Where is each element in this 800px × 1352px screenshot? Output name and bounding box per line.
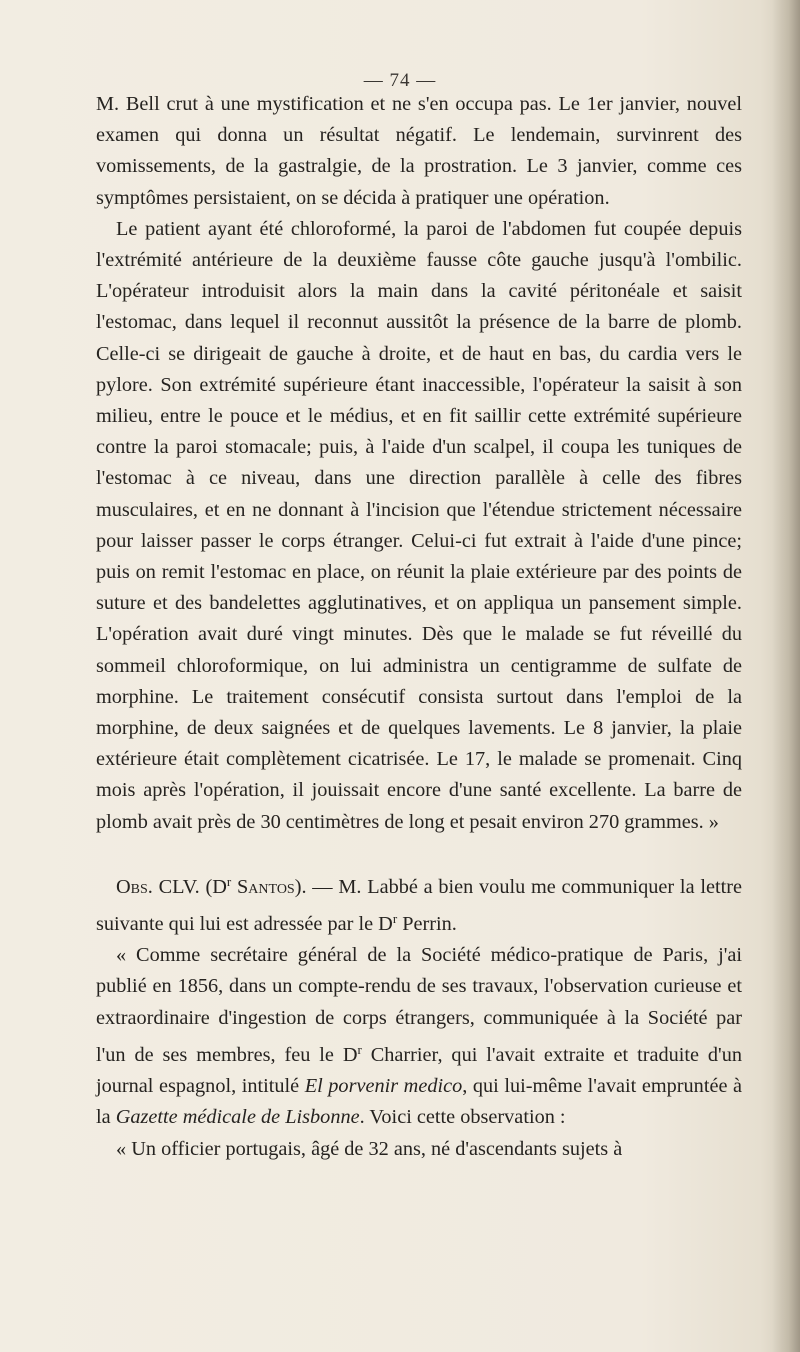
paragraph-5: « Un officier portugais, âgé de 32 ans, né d'ascendants sujets à xyxy=(116,1137,623,1160)
paragraph-1: M. Bell crut à une mystification et ne s'en occupa pas. Le 1er janvier, nouvel examen qui donna un résultat négatif. Le lendemain, survinrent des vomissements, de la gastralgie, de la prostration. Le 3 janvier, comme ces symptômes persistaient, on se décida à pratiquer une opération. xyxy=(96,93,742,209)
letter-text-d: . Voici cette observation : xyxy=(359,1106,566,1129)
letter-text-b: Charrier, qui l'avait extraite et traduite d'un journal espagnol, intitulé xyxy=(96,1043,742,1098)
obs-text: ). — M. Labbé a bien voulu me communiquer la lettre suivante qui lui est adressée par le D xyxy=(96,875,742,936)
superscript: r xyxy=(392,911,398,927)
journal-title: El porvenir medico xyxy=(304,1075,463,1098)
obs-tail: Perrin. xyxy=(397,913,457,936)
author-name: Santos xyxy=(237,875,295,898)
letter-text-a: « Comme secrétaire général de la Société médico-pratique de Paris, j'ai publié en 1856, dans un compte-rendu de ses travaux, l'observation curieuse et extraordinaire d'ingestion de corps étrangers, communiquée à la Société par l'un de ses membres, feu le D xyxy=(96,944,742,1066)
superscript: r xyxy=(357,1041,362,1057)
letter-paragraph xyxy=(96,940,742,1133)
page-number: — 74 — xyxy=(363,70,437,91)
obs-lead: Obs. CLV. (D xyxy=(116,875,227,898)
letter-text-c: , qui lui-même l'avait empruntée à la xyxy=(96,1075,743,1129)
page-edge-shadow xyxy=(772,0,800,1352)
superscript: r xyxy=(226,873,232,889)
observation-heading-paragraph xyxy=(96,866,742,940)
page-body xyxy=(96,89,742,1165)
gazette-title: Gazette médicale de Lisbonne xyxy=(115,1106,360,1129)
paragraph-2: Le patient ayant été chloroformé, la paroi de l'abdomen fut coupée depuis l'extrémité antérieure de la deuxième fausse côte gauche jusqu'à l'ombilic. L'opérateur introduisit alors la main dans la cavité péritonéale et saisit l'estomac, dans lequel il reconnut aussitôt la présence de la barre de plomb. Celle-ci se dirigeait de gauche à droite, et de haut en bas, du cardia vers le pylore. Son extrémité supérieure étant inaccessible, l'opérateur la saisit à son milieu, entre le pouce et le médius, et en fit saillir cette extrémité supérieure contre la paroi stomacale; puis, à l'aide d'un scalpel, il coupa les tuniques de l'estomac à ce niveau, dans une direction parallèle à celle des fibres musculaires, et en ne donnant à l'incision que l'étendue strictement nécessaire pour laisser passer le corps étranger. Celui-ci fut extrait à l'aide d'une pince; puis on remit l'estomac en place, on réunit la plaie extérieure par des points de suture et des bandelettes agglutinatives, et on appliqua un pansement simple. L'opération avait duré vingt minutes. Dès que le malade se fut réveillé du sommeil chloroformique, on lui administra un centigramme de sulfate de morphine. Le traitement consécutif consista surtout dans l'emploi de la morphine, de deux saignées et de quelques lavements. Le 8 janvier, la plaie extérieure était complètement cicatrisée. Le 17, le malade se promenait. Cinq mois après l'opération, il jouissait encore d'une santé excellente. La barre de plomb avait près de 30 centimètres de long et pesait environ 270 grammes. » xyxy=(96,217,742,833)
